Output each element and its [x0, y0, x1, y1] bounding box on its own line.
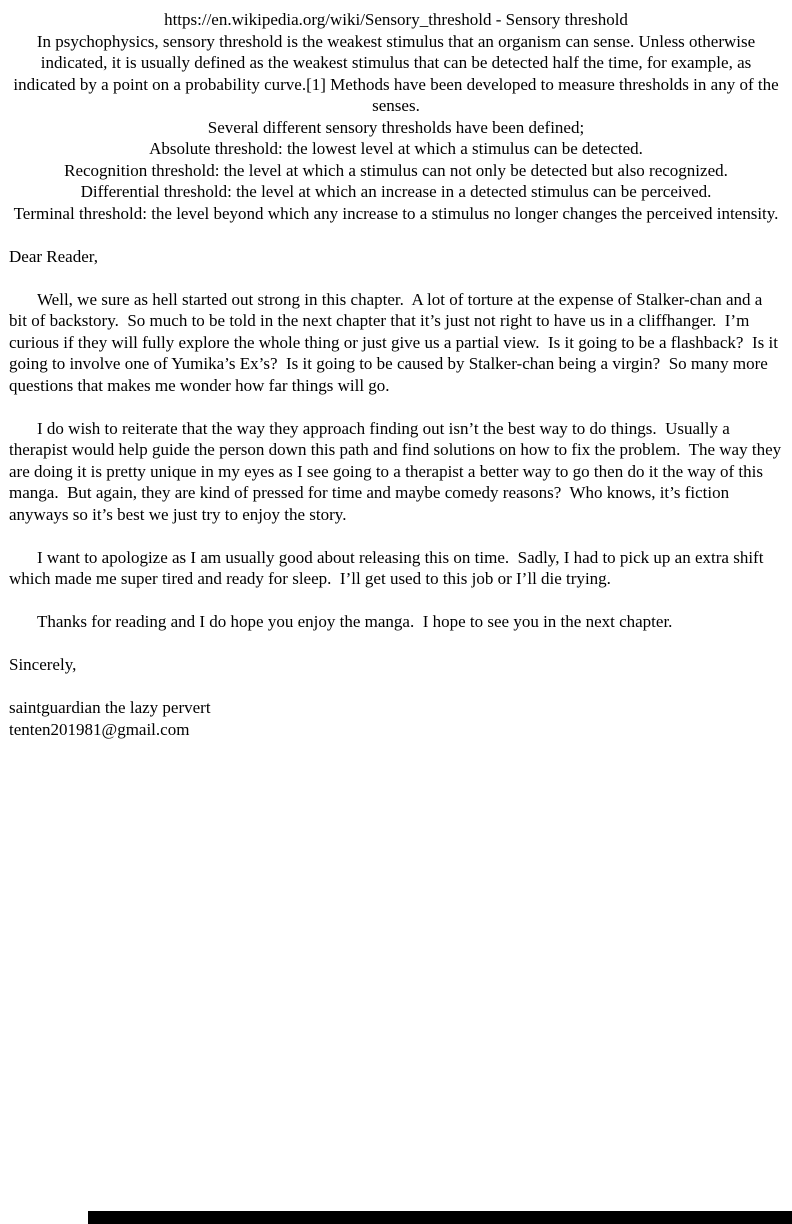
- definition-differential-threshold: Differential threshold: the level at which an increase in a detected stimulus can be perceived.: [80, 182, 712, 201]
- definitions-intro: Several different sensory thresholds have been defined;: [207, 117, 585, 137]
- letter-paragraph: I want to apologize as I am usually good about releasing this on time. Sadly, I had to pick up an extra shift which made me super tired and ready for sleep. I’ll get used to this job or I’ll die trying.: [9, 547, 768, 588]
- salutation: Dear Reader,: [9, 246, 98, 266]
- letter-paragraph: Thanks for reading and I do hope you enjoy the manga. I hope to see you in the next chapter.: [37, 612, 673, 631]
- letter-paragraph: I do wish to reiterate that the way they approach finding out isn’t the best way to do things. Usually a therapist would help guide the person down this path and find solutions on how to fix the problem. The way they are doing it is pretty unique in my eyes as I see going to a therapist a better way to go then do it the way of this manga. But again, they are kind of pressed for time and maybe comedy reasons? Who knows, it’s fiction anyways so it’s best we just try to enjoy the story.: [9, 418, 786, 524]
- excerpt-intro: In psychophysics, sensory threshold is the weakest stimulus that an organism can sense. Unless otherwise indicated, it is usually defined as the weakest stimulus that can be detected half the time, for example, as indicated by a point on a probability curve.[1] Methods have been developed to measure thresholds in any of the senses.: [13, 31, 783, 115]
- signature-name: saintguardian the lazy pervert: [9, 698, 211, 717]
- definition-terminal-threshold: Terminal threshold: the level beyond which any increase to a stimulus no longer changes the perceived intensity.: [13, 203, 779, 223]
- reader-letter: [0, 246, 792, 741]
- letter-paragraph: Well, we sure as hell started out strong in this chapter. A lot of torture at the expense of Stalker-chan and a bit of backstory. So much to be told in the next chapter that it’s just not right to have us in a cliffhanger. I’m curious if they will fully explore the whole thing or just give us a partial view. Is it going to be a flashback? Is it going to involve one of Yumika’s Ex’s? Is it going to be caused by Stalker-chan being a virgin? So many more questions that makes me wonder how far things will go.: [9, 289, 783, 395]
- signature-block: [9, 697, 782, 740]
- source-url-title: https://en.wikipedia.org/wiki/Sensory_threshold - Sensory threshold: [164, 10, 628, 29]
- definition-absolute-threshold: Absolute threshold: the lowest level at which a stimulus can be detected.: [149, 139, 643, 158]
- closing: Sincerely,: [9, 655, 77, 674]
- wikipedia-excerpt: [0, 0, 792, 224]
- definition-recognition-threshold: Recognition threshold: the level at which a stimulus can not only be detected but also recognized.: [64, 160, 728, 180]
- signature-email: tenten201981@gmail.com: [9, 719, 190, 739]
- bottom-black-bar: [88, 1211, 792, 1224]
